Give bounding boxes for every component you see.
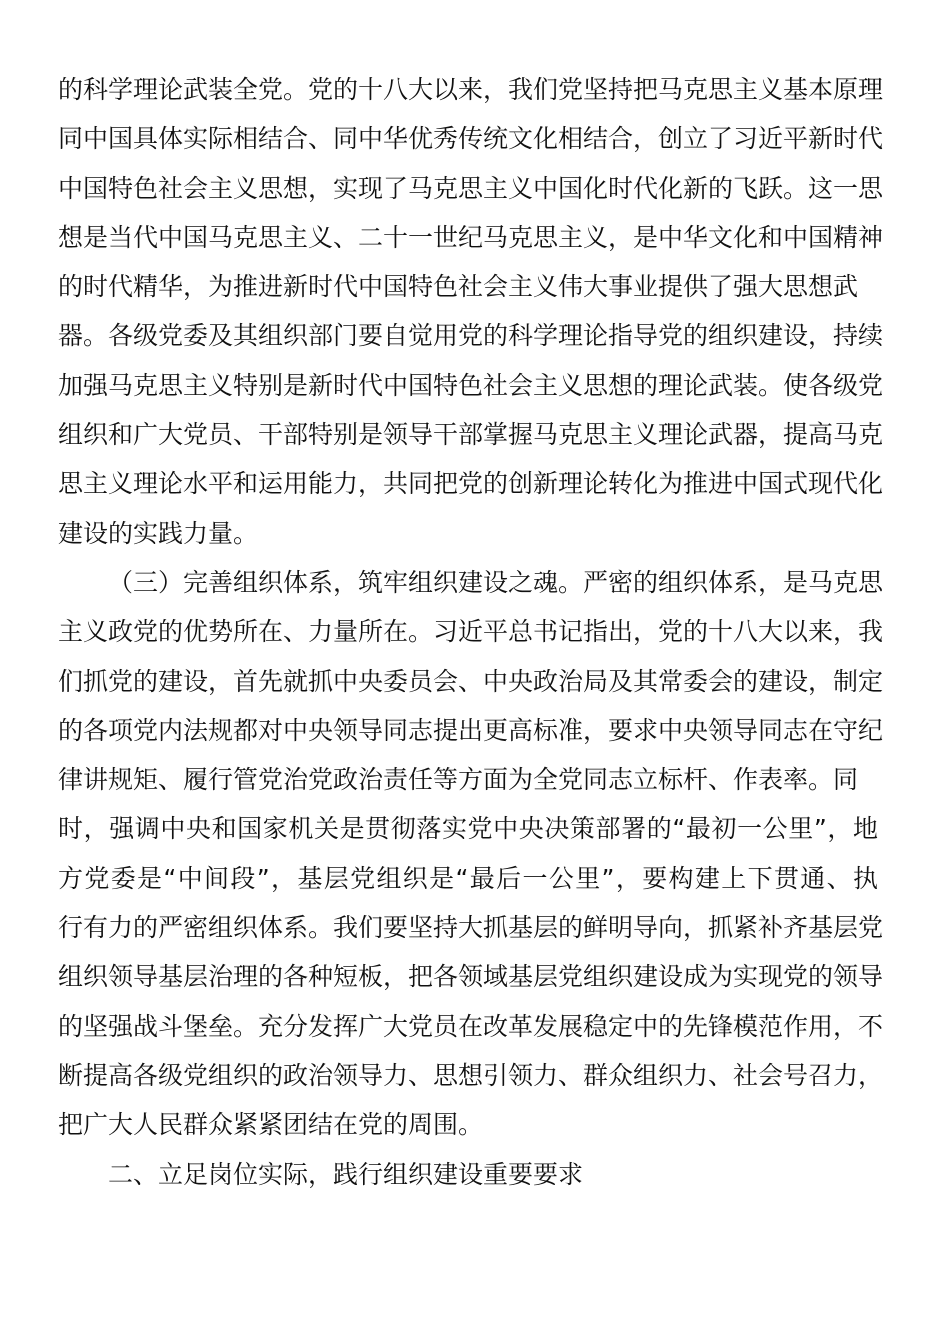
text-line: 们抓党的建设，首先就抓中央委员会、中央政治局及其常委会的建设，制定 xyxy=(58,666,884,696)
text-line: 主义政党的优势所在、力量所在。习近平总书记指出，党的十八大以来，我 xyxy=(58,617,884,647)
paragraph-theory-armament xyxy=(58,68,884,561)
text-line: 建设的实践力量。 xyxy=(58,518,259,548)
text-line: 同中国具体实际相结合、同中华优秀传统文化相结合，创立了习近平新时代 xyxy=(58,124,884,154)
text-line: 把广大人民群众紧紧团结在党的周围。 xyxy=(58,1110,484,1140)
text-line: 方党委是“中间段”，基层党组织是“最后一公里”，要构建上下贯通、执 xyxy=(58,863,878,893)
text-line: 组织和广大党员、干部特别是领导干部掌握马克思主义理论武器，提高马克 xyxy=(58,420,884,450)
paragraph-organizational-system xyxy=(58,561,884,1153)
section-heading-three: （三）完善组织体系，筑牢组织建设之魂。严密的组织体系，是马克思 xyxy=(108,567,884,597)
text-line: 思主义理论水平和运用能力，共同把党的创新理论转化为推进中国式现代化 xyxy=(58,469,884,499)
document-body xyxy=(58,68,884,1202)
text-line: 行有力的严密组织体系。我们要坚持大抓基层的鲜明导向，抓紧补齐基层党 xyxy=(58,913,884,943)
text-line: 的坚强战斗堡垒。充分发挥广大党员在改革发展稳定中的先锋模范作用，不 xyxy=(58,1011,884,1041)
text-line: 时，强调中央和国家机关是贯彻落实党中央决策部署的“最初一公里”，地 xyxy=(58,814,878,844)
text-line: 想是当代中国马克思主义、二十一世纪马克思主义，是中华文化和中国精神 xyxy=(58,222,884,252)
text-line: 律讲规矩、履行管党治党政治责任等方面为全党同志立标杆、作表率。同 xyxy=(58,765,859,795)
text-line: 加强马克思主义特别是新时代中国特色社会主义思想的理论武装。使各级党 xyxy=(58,370,884,400)
text-line: 的各项党内法规都对中央领导同志提出更高标准，要求中央领导同志在守纪 xyxy=(58,715,884,745)
text-line: 的科学理论武装全党。党的十八大以来，我们党坚持把马克思主义基本原理 xyxy=(58,75,884,104)
text-line: 中国特色社会主义思想，实现了马克思主义中国化时代化新的飞跃。这一思 xyxy=(58,173,884,203)
text-line: 器。各级党委及其组织部门要自觉用党的科学理论指导党的组织建设，持续 xyxy=(58,321,884,351)
text-line: 的时代精华，为推进新时代中国特色社会主义伟大事业提供了强大思想武 xyxy=(58,272,859,302)
text-line: 断提高各级党组织的政治领导力、思想引领力、群众组织力、社会号召力， xyxy=(58,1060,884,1090)
section-heading-two: 二、立足岗位实际，践行组织建设重要要求 xyxy=(108,1159,584,1189)
text-line: 组织领导基层治理的各种短板，把各领域基层党组织建设成为实现党的领导 xyxy=(58,962,884,992)
